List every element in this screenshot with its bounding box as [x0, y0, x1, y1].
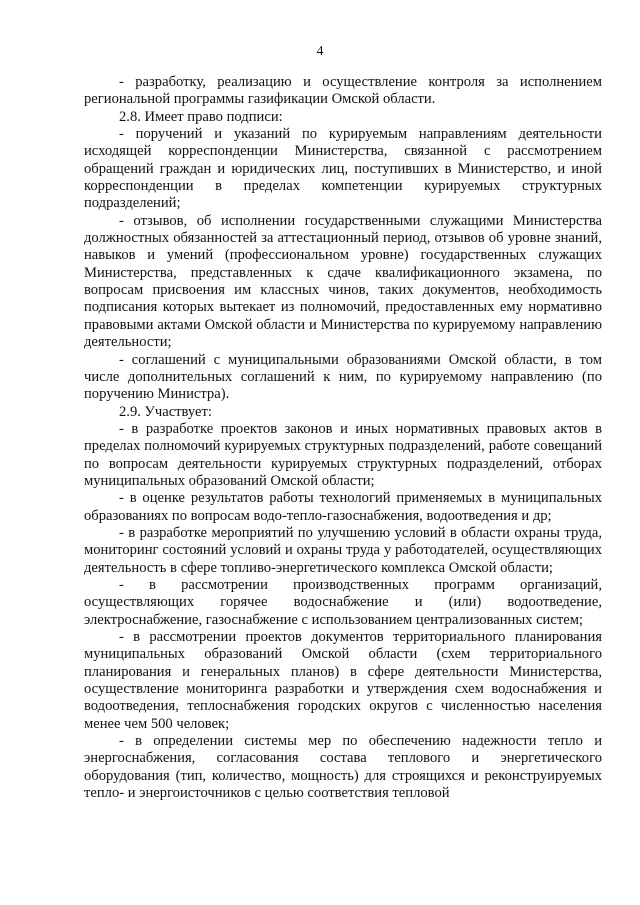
section-heading: 2.8. Имеет право подписи:	[119, 108, 283, 125]
paragraph: - в определении системы мер по обеспечению надежности тепло и энергоснабжения, согласования состава теплового и энергетического оборудования (тип, количество, мощность) для строящихся и реконструируемых тепло- и энергоисточников с целью соответствия тепловой	[84, 733, 602, 802]
document-body	[84, 74, 602, 802]
paragraph: - отзывов, об исполнении государственными служащими Министерства должностных обязанностей за аттестационный период, отзывов об уровне знаний, навыков и умений (профессиональном уровне) государственных служащих Министерства, представленных к сдаче квалификационного экзамена, по вопросам присвоения им классных чинов, таких документов, необходимость подписания которых вытекает из полномочий, предоставленных ему нормативно правовыми актами Омской области и Министерства по курируемому направлению деятельности;	[84, 212, 602, 351]
section-heading: 2.9. Участвует:	[119, 403, 212, 420]
paragraph: - в разработке мероприятий по улучшению условий в области охраны труда, мониторинг состояний условий и охраны труда у работодателей, осуществляющих деятельность в сфере топливо-энергетического комплекса Омской области;	[84, 524, 602, 576]
paragraph: - соглашений с муниципальными образованиями Омской области, в том числе дополнительных соглашений к ним, по курируемому направлению (по поручению Министра).	[84, 351, 602, 403]
paragraph: - разработку, реализацию и осуществление контроля за исполнением региональной программы газификации Омской области.	[84, 74, 602, 108]
paragraph: - в рассмотрении производственных программ организаций, осуществляющих горячее водоснабжение и (или) водоотведение, электроснабжение, газоснабжение с использованием централизованных систем;	[84, 576, 602, 628]
paragraph: - поручений и указаний по курируемым направлениям деятельности исходящей корреспонденции Министерства, связанной с рассмотрением обращений граждан и юридических лиц, поступивших в Министерство, и иной корреспонденции в пределах компетенции курируемых структурных подразделений;	[84, 126, 602, 212]
paragraph: - в оценке результатов работы технологий применяемых в муниципальных образованиях по вопросам водо-тепло-газоснабжения, водоотведения и др;	[84, 490, 602, 524]
paragraph: - в разработке проектов законов и иных нормативных правовых актов в пределах полномочий курируемых структурных подразделений, работе совещаний по вопросам деятельности курируемых структурных подразделений, отборах муниципальных образований Омской области;	[84, 420, 602, 489]
page-number: 4	[316, 44, 324, 59]
paragraph: - в рассмотрении проектов документов территориального планирования муниципальных образований Омской области (схем территориального планирования и генеральных планов) в сфере деятельности Министерства, осуществление мониторинга разработки и утверждения схем водоснабжения и водоотведения, теплоснабжения городских округов с численностью населения менее чем 500 человек;	[84, 629, 602, 732]
